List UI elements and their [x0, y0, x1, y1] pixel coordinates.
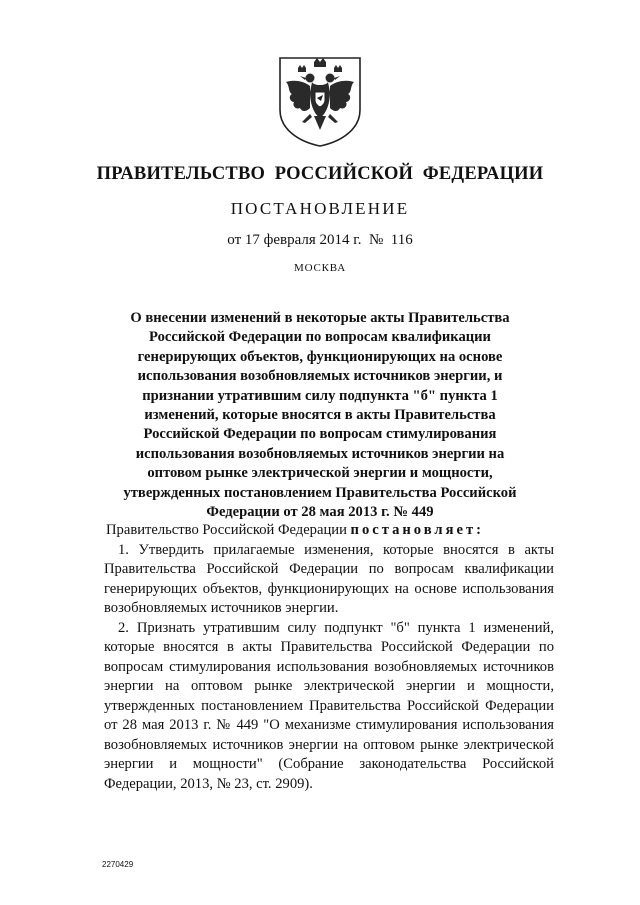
- government-name: ПРАВИТЕЛЬСТВО РОССИЙСКОЙ ФЕДЕРАЦИИ: [96, 164, 544, 184]
- intro-paragraph: [104, 521, 554, 541]
- date-line: [0, 232, 640, 249]
- paragraph-2: 2. Признать утратившим силу подпункт "б" пункта 1 изменений, которые вносятся в акты Правительства Российской Федерации по вопросам стимулирования использования возобновляемых источников энергии на оптовом рынке электрической энергии и мощности, утвержденных постановлением Правительства Российской Федерации от 28 мая 2013 г. № 449 "О механизме стимулирования использования возобновляемых источников энергии на оптовом рынке электрической энергии и мощности" (Собрание законодательства Российской Федерации, 2013, № 23, ст. 2909).: [104, 619, 554, 792]
- document-date: от 17 февраля 2014 г.: [227, 232, 362, 248]
- city: МОСКВА: [294, 262, 346, 274]
- intro-verb: постановляет:: [350, 522, 484, 538]
- paragraph-1: 1. Утвердить прилагаемые изменения, которые вносятся в акты Правительства Российской Федерации по вопросам квалификации генерирующих объектов, функционирующих на основе использования возобновляемых источников энергии.: [104, 541, 554, 616]
- document-type: ПОСТАНОВЛЕНИЕ: [230, 199, 410, 218]
- document-number: 116: [390, 232, 413, 248]
- coat-of-arms-icon: [274, 52, 366, 148]
- document-code: 2270429: [102, 860, 134, 869]
- document-body: [104, 521, 554, 794]
- document-title: О внесении изменений в некоторые акты Правительства Российской Федерации по вопросам квалификации генерирующих объектов, функционирующих на основе использования возобновляемых источников энергии, и признании утратившим силу подпункта "б" пункта 1 изменений, которые вносятся в акты Правительства Российской Федерации по вопросам стимулирования использования возобновляемых источников энергии на оптовом рынке электрической энергии и мощности, утвержденных постановлением Правительства Российской Федерации от 28 мая 2013 г. № 449: [123, 310, 517, 521]
- intro-subject: Правительство Российской Федерации: [106, 522, 347, 538]
- number-label: №: [368, 232, 384, 248]
